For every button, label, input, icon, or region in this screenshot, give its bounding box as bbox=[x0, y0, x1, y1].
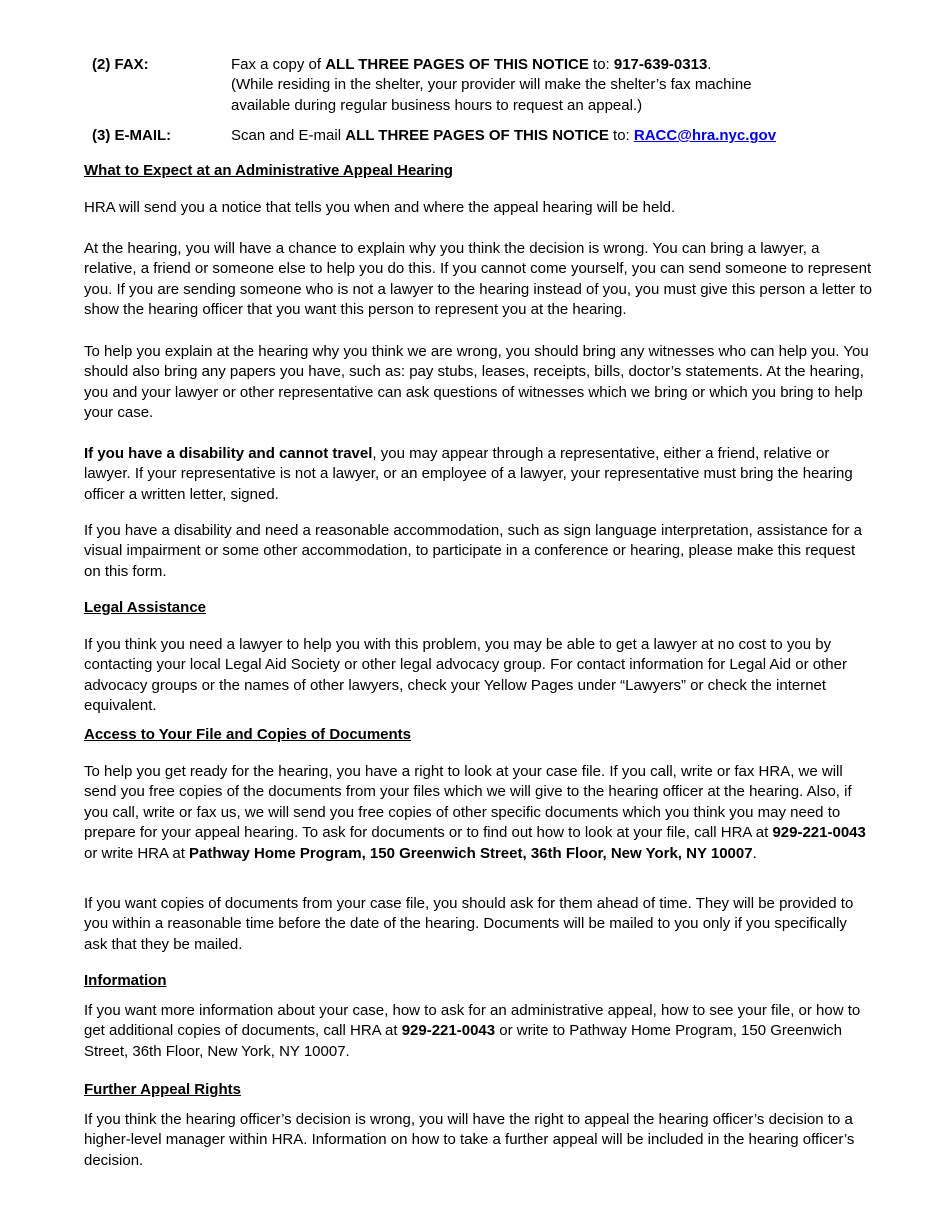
access-heading: Access to Your File and Copies of Documents bbox=[84, 726, 412, 743]
fax-pages-emphasis: ALL THREE PAGES OF THIS NOTICE bbox=[325, 56, 589, 73]
legal-heading: Legal Assistance bbox=[84, 599, 206, 616]
fax-instructions: Fax a copy of ALL THREE PAGES OF THIS NOTICE to: 917-639-0313. (While residing in the shelter, your provider will make the shelter’s fax machine available during regular business hours to request an appeal.) bbox=[231, 55, 871, 116]
email-label: (3) E-MAIL: bbox=[92, 127, 172, 144]
disability-travel-emphasis: If you have a disability and cannot travel bbox=[84, 445, 373, 462]
fax-note-line2: available during regular business hours to request an appeal.) bbox=[231, 96, 643, 114]
expect-paragraph-2: At the hearing, you will have a chance to explain why you think the decision is wrong. You can bring a lawyer, a relative, a friend or someone else to help you do this. If you cannot come yourself, you can send someone to represent you. If you are sending someone who is not a lawyer to the hearing instead of you, you must give this person a letter to show the hearing officer that you want this person to represent you at the hearing. bbox=[84, 240, 872, 319]
access-address: Pathway Home Program, 150 Greenwich Street, 36th Floor, New York, NY 10007 bbox=[189, 844, 753, 862]
access-paragraph-2: If you want copies of documents from your case file, you should ask for them ahead of time. They will be provided to you within a reasonable time before the date of the hearing. Documents will be mailed to you only if you specifically ask that they be mailed. bbox=[84, 895, 854, 953]
expect-heading: What to Expect at an Administrative Appeal Hearing bbox=[84, 162, 453, 179]
legal-paragraph: If you think you need a lawyer to help you with this problem, you may be able to get a lawyer at no cost to you by contacting your local Legal Aid Society or other legal advocacy group. For contact information for Legal Aid or other advocacy groups or the names of other lawyers, check your Yellow Pages under “Lawyers” or check the internet equivalent. bbox=[84, 636, 847, 715]
further-paragraph: If you think the hearing officer’s decision is wrong, you will have the right to appeal the hearing officer’s decision to a higher-level manager within HRA. Information on how to take a further appeal will be included in the hearing officer’s decision. bbox=[84, 1111, 855, 1169]
email-address-link[interactable]: RACC@hra.nyc.gov bbox=[633, 127, 777, 144]
information-heading: Information bbox=[84, 972, 167, 989]
access-paragraph-1: To help you get ready for the hearing, you have a right to look at your case file. If you call, write or fax HRA, we will send you free copies of the documents from your files which we will give to the hearing officer at the hearing. Also, if you call, write or fax us, we will send you free copies of other specific documents which you think you may need to prepare for your appeal hearing. To ask for documents or to find out how to look at your file, call HRA at 929-221-0043 or write HRA at Pathway Home Program, 150 Greenwich Street, 36th Floor, New York, NY 10007. bbox=[84, 763, 866, 862]
access-phone: 929-221-0043 bbox=[772, 824, 866, 842]
expect-paragraph-3: To help you explain at the hearing why you think we are wrong, you should bring any witnesses who can help you. You should also bring any papers you have, such as: pay stubs, leases, receipts, bills, doctor’s statements. At the hearing, you and your lawyer or other representative can ask questions of witnesses which we bring or which you bring to help your case. bbox=[84, 343, 869, 422]
email-pages-emphasis: ALL THREE PAGES OF THIS NOTICE bbox=[345, 127, 609, 144]
expect-paragraph-4: If you have a disability and cannot travel, you may appear through a representative, either a friend, relative or lawyer. If your representative is not a lawyer, or an employee of a lawyer, your representative must bring the hearing officer a written letter, signed. bbox=[84, 445, 853, 503]
expect-paragraph-1: HRA will send you a notice that tells you when and where the appeal hearing will be held. bbox=[84, 199, 676, 216]
information-paragraph: If you want more information about your case, how to ask for an administrative appeal, how to see your file, or how to get additional copies of documents, call HRA at 929-221-0043 or write to Pathway Home Program, 150 Greenwich Street, 36th Floor, New York, NY 10007. bbox=[84, 1002, 861, 1060]
fax-label: (2) FAX: bbox=[92, 56, 149, 73]
expect-paragraph-5: If you have a disability and need a reasonable accommodation, such as sign language interpretation, assistance for a visual impairment or some other accommodation, to participate in a conference or hearing, please make this request on this form. bbox=[84, 522, 862, 580]
information-phone: 929-221-0043 bbox=[401, 1022, 496, 1040]
fax-note-line1: (While residing in the shelter, your provider will make the shelter’s fax machine bbox=[231, 76, 752, 94]
further-heading: Further Appeal Rights bbox=[84, 1081, 241, 1098]
fax-number: 917-639-0313 bbox=[613, 56, 708, 73]
email-instructions: Scan and E-mail ALL THREE PAGES OF THIS NOTICE to: RACC@hra.nyc.gov bbox=[231, 127, 777, 144]
